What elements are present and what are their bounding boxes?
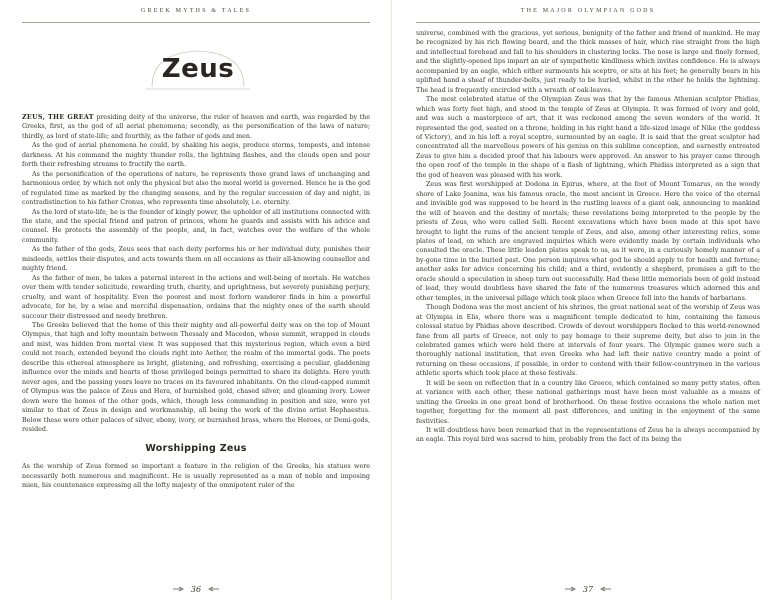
folio-ornament-icon	[173, 585, 185, 594]
paragraph: It will doubtless have been remarked that in the representations of Zeus he is always accompanied by an eagle. This royal bird was sacred to him, probably from the fact of its being the	[416, 427, 760, 444]
right-page	[392, 0, 784, 600]
title-plaque	[138, 43, 258, 95]
page-number: 36	[190, 584, 202, 594]
paragraph: universe, combined with the gracious, yet serious, benignity of the father and friend of mankind. He may be recognized by his rich flowing beard, and the thick masses of hair, which rise straight from the high and intellectual forehead and fall to his shoulders in clustering locks. The nose is large and finely formed, and the slightly-opened lips impart an air of sympathetic kindliness which invites confidence. He is always accompanied by an eagle, which either surmounts his sceptre, or sits at his feet; he generally bears in his uplifted hand a sheaf of thunder-bolts, just ready to be hurled, whilst in the other he holds the lightning. The head is frequently encircled with a wreath of oak-leaves.	[416, 30, 760, 94]
folio-ornament-icon	[599, 585, 611, 594]
lead-in: ZEUS, THE GREAT	[22, 114, 94, 121]
title-block	[22, 23, 370, 111]
paragraph: As the personification of the operations of nature, he represents those grand laws of unchanging and harmonious order, by which not only the physical but also the moral world is governed. Hence he is the god of regulated time as marked by the changing seasons, and by the regular succession of day and night, in contradistinction to his father Cronus, who represents time absolutely, i.e. eternity.	[22, 170, 370, 207]
paragraph: It will be seen on reflection that in a country like Greece, which contained so many petty states, often at variance with each other, these national gatherings must have been most valuable as a means of uniting the Greeks in one great bond of brotherhood. On these festive occasions the whole nation met together, forgetting for the moment all past differences, and uniting in the enjoyment of the same festivities.	[416, 379, 760, 425]
paragraph: As the worship of Zeus formed so important a feature in the religion of the Greeks, his statues were necessarily both numerous and magnificent. He is usually represented as a man of noble and imposing mien, his countenance expressing all the lofty majesty of the omnipotent ruler of the	[22, 463, 370, 490]
running-head-right: THE MAJOR OLYMPIAN GODS	[416, 0, 760, 23]
paragraph	[22, 113, 370, 141]
page-number-right	[392, 585, 784, 595]
section-heading: Worshipping Zeus	[145, 443, 247, 455]
paragraph: As the lord of state-life, he is the founder of kingly power, the upholder of all institutions connected with the state, and the special friend and patron of princes, whom he guards and assists with his advice and counsel. He protects the assembly of the people, and, in fact, watches over the welfare of the whole community.	[22, 208, 370, 244]
paragraph: As the father of the gods, Zeus sees that each deity performs his or her individual duty, punishes their misdeeds, settles their disputes, and acts towards them on all occasions as their all-knowing counsellor and mighty friend.	[22, 246, 370, 273]
folio-ornament-icon	[565, 585, 577, 594]
page-number: 37	[582, 584, 594, 594]
folio-ornament-icon	[207, 585, 219, 594]
paragraph: Though Dodona was the most ancient of his shrines, the great national seat of the worship of Zeus was at Olympia in Elis, where there was a magnificent temple dedicated to him, containing the famous colossal statue by Phidias above described. Crowds of devout worshippers flocked to this world-renowned fane from all parts of Greece, not only to pay homage to their supreme deity, but also to join in the celebrated games which were held there at intervals of four years. The Olympic games were such a thoroughly national institution, that even Greeks who had left their native country made a point of returning on these occasions, if possible, in order to contend with their fellow-countrymen in the various athletic sports which took place at these festivals.	[416, 304, 760, 378]
paragraph: Zeus was first worshipped at Dodona in Epirus, where, at the foot of Mount Tomarus, on the woody shore of Lake Joanina, was his famous oracle, the most ancient in Greece. Here the voice of the eternal and invisible god was supposed to be heard in the rustling leaves of a giant oak, announcing to mankind the will of heaven and the destiny of mortals; these revelations being interpreted to the people by the priests of Zeus, who were called Selli. Recent excavations which have been made at this spot have brought to light the ruins of the ancient temple of Zeus, and also, among other interesting relics, some plates of lead, on which are engraved inquiries which were evidently made by certain individuals who consulted the oracle. These little leaden plates speak to us, as it were, in a curiously homely manner of a by-gone time in the buried past. One person inquires what god he should apply to for health and fortune; another asks for advice concerning his child; and a third, evidently a shepherd, promises a gift to the oracle should a speculation in sheep turn out successfully. Had these little memorials been of gold instead of lead, they would doubtless have shared the fate of the numerous treasures which adorned this and other temples, in the universal pillage which took place when Greece fell into the hands of barbarians.	[416, 181, 760, 302]
page-title: Zeus	[161, 54, 235, 84]
paragraph: The most celebrated statue of the Olympian Zeus was that by the famous Athenian sculptor Phidias, which was forty feet high, and stood in the temple of Zeus at Olympia. It was formed of ivory and gold, and was such a masterpiece of art, that it was reckoned among the seven wonders of the world. It represented the god, seated on a throne, holding in his right hand a life-sized image of Nike (the goddess of Victory), and in his left a royal sceptre, surmounted by an eagle. It is said that the great sculptor had concentrated all the marvellous powers of his genius on this sublime conception, and earnestly entreated Zeus to give him a decided proof that his labours were approved. An answer to his prayer came through the open roof of the temple in the shape of a flash of lightning, which Phidias interpreted as a sign that the god of heaven was pleased with his work.	[416, 96, 760, 179]
paragraph: As the god of aerial phenomena he could, by shaking his aegis, produce storms, tempests, and intense darkness. At his command the mighty thunder rolls, the lightning flashes, and the clouds open and pour forth their refreshing streams to fructify the earth.	[22, 142, 370, 169]
paragraph: The Greeks believed that the home of this their mighty and all-powerful deity was on the top of Mount Olympus, that high and lofty mountain between Thessaly and Macedon, whose summit, wrapped in clouds and mist, was hidden from mortal view. It was supposed that this mysterious region, which even a bird could not reach, extended beyond the clouds right into Aether, the realm of the immortal gods. The poets describe this ethereal atmosphere as bright, glistening, and refreshing, exercising a peculiar, gladdening influence over the minds and hearts of those privileged beings permitted to share its delights. Here youth never ages, and the passing years leave no traces on its favoured inhabitants. On the cloud-capped summit of Olympus was the palace of Zeus and Hera, of burnished gold, chased silver, and gleaming ivory. Lower down were the homes of the other gods, which, though less commanding in position and size, were yet similar to that of Zeus in design and workmanship, all being the work of the divine artist Hephaestus. Below these were other palaces of silver, ebony, ivory, or burnished brass, where the Heroes, or Demi-gods, resided.	[22, 321, 370, 433]
running-head-left: GREEK MYTHS & TALES	[22, 0, 370, 23]
left-body	[22, 113, 370, 491]
paragraph: As the father of men, he takes a paternal interest in the actions and well-being of mortals. He watches over them with tender solicitude, rewarding truth, charity, and uprightness, but severely punishing perjury, cruelty, and want of hospitality. Even the poorest and most forlorn wanderer finds in him a powerful advocate, for he, by a wise and merciful dispensation, ordains that the mighty ones of the earth should succour their distressed and needy brethren.	[22, 274, 370, 320]
paragraph-text: presiding deity of the universe, the ruler of heaven and earth, was regarded by the Greeks, first, as the god of all aerial phenomena; secondly, as the personification of the laws of nature; thirdly, as lord of state-life; and fourthly, as the father of gods and men.	[22, 114, 370, 140]
page-number-left	[0, 585, 392, 595]
right-body	[416, 29, 760, 445]
